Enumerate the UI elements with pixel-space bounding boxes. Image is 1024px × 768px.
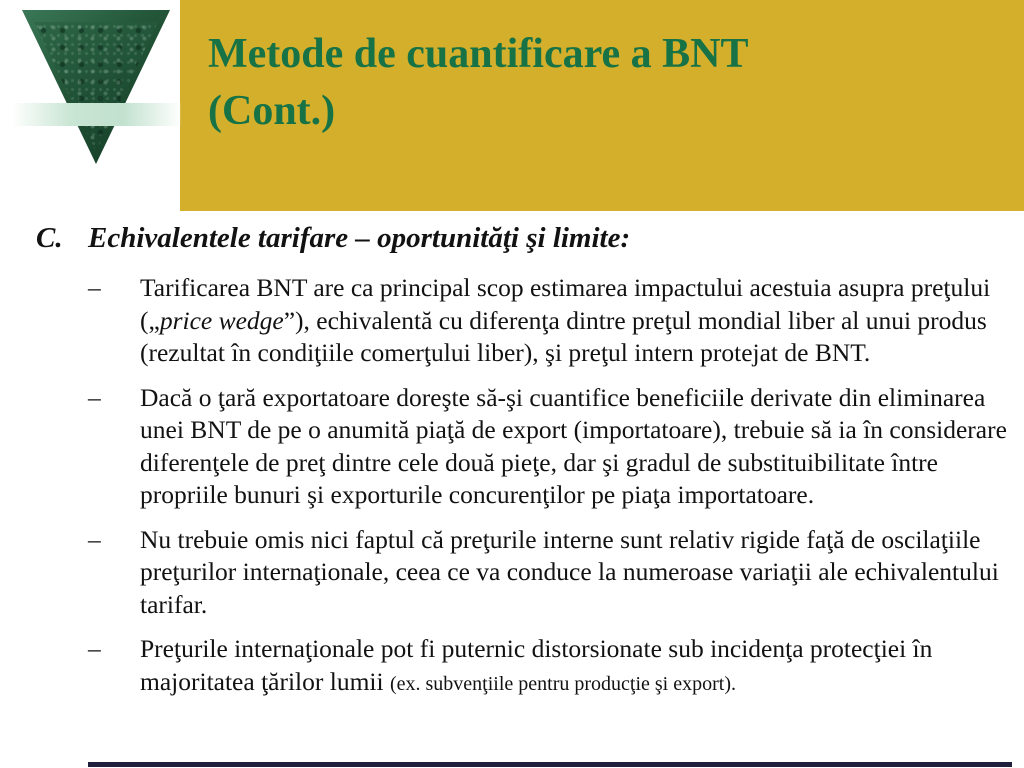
slide-logo <box>22 6 170 170</box>
bullet-text <box>140 524 1012 622</box>
bullet-text-segment: Dacă o ţară exportatoare doreşte să-şi cuantifice beneficiile derivate din eliminarea unei BNT de pe o anumită piaţă de export (importatoare), trebuie să ia în considerare diferenţele de preţ dintre cele două pieţe, dar şi gradul de substituibilitate între propriile bunuri şi exporturile concurenţilor pe piaţa importatoare. <box>140 382 1007 509</box>
slide-title-line2: (Cont.) <box>208 88 336 134</box>
dash-marker: – <box>88 524 101 554</box>
section-heading-label: C. <box>36 222 63 254</box>
section-heading <box>36 220 1014 256</box>
bullet-text-segment-small: (ex. subvenţiile pentru producţie şi export). <box>389 672 736 695</box>
dash-marker: – <box>88 382 101 412</box>
gradient-band-decoration <box>12 103 182 126</box>
bullet-text <box>140 382 1012 512</box>
bullet-text-segment: Nu trebuie omis nici faptul că preţurile interne sunt relativ rigide faţă de oscilaţiile preţurilor internaţionale, ceea ce va conduce la numeroase variaţii ale echivalentului tarifar. <box>140 524 999 619</box>
triangle-marble-face <box>34 22 158 152</box>
bullet-item <box>88 272 1014 370</box>
bullet-text-segment: Tarificarea BNT are ca principal scop estimarea impactului acestuia asupra preţului („ <box>140 273 991 335</box>
dash-marker: – <box>88 634 101 663</box>
slide-title-line1: Metode de cuantificare a BNT <box>208 31 749 77</box>
footer-rule <box>88 762 1012 767</box>
slide-body <box>36 220 1014 712</box>
bullet-item <box>88 633 1014 700</box>
bullet-text <box>140 633 1012 700</box>
bullet-item <box>88 524 1014 622</box>
bullet-text-segment-italic: price wedge <box>159 305 284 335</box>
title-bar <box>180 0 1024 211</box>
bullet-item <box>88 382 1014 512</box>
section-heading-text: Echivalentele tarifare – oportunităţi şi limite: <box>88 222 631 254</box>
dash-marker: – <box>88 273 101 302</box>
bullet-text-segment: Preţurile internaţionale pot fi puternic distorsionate sub incidenţa protecţiei în majoritatea ţărilor lumii <box>140 634 933 696</box>
bullet-text <box>140 272 1012 370</box>
bullet-text-segment: ”), echivalentă cu diferenţa dintre preţul mondial liber al unui produs (rezultat în condiţiile comerţului liber), şi preţul intern protejat de BNT. <box>140 305 987 367</box>
slide-title <box>180 0 1024 140</box>
